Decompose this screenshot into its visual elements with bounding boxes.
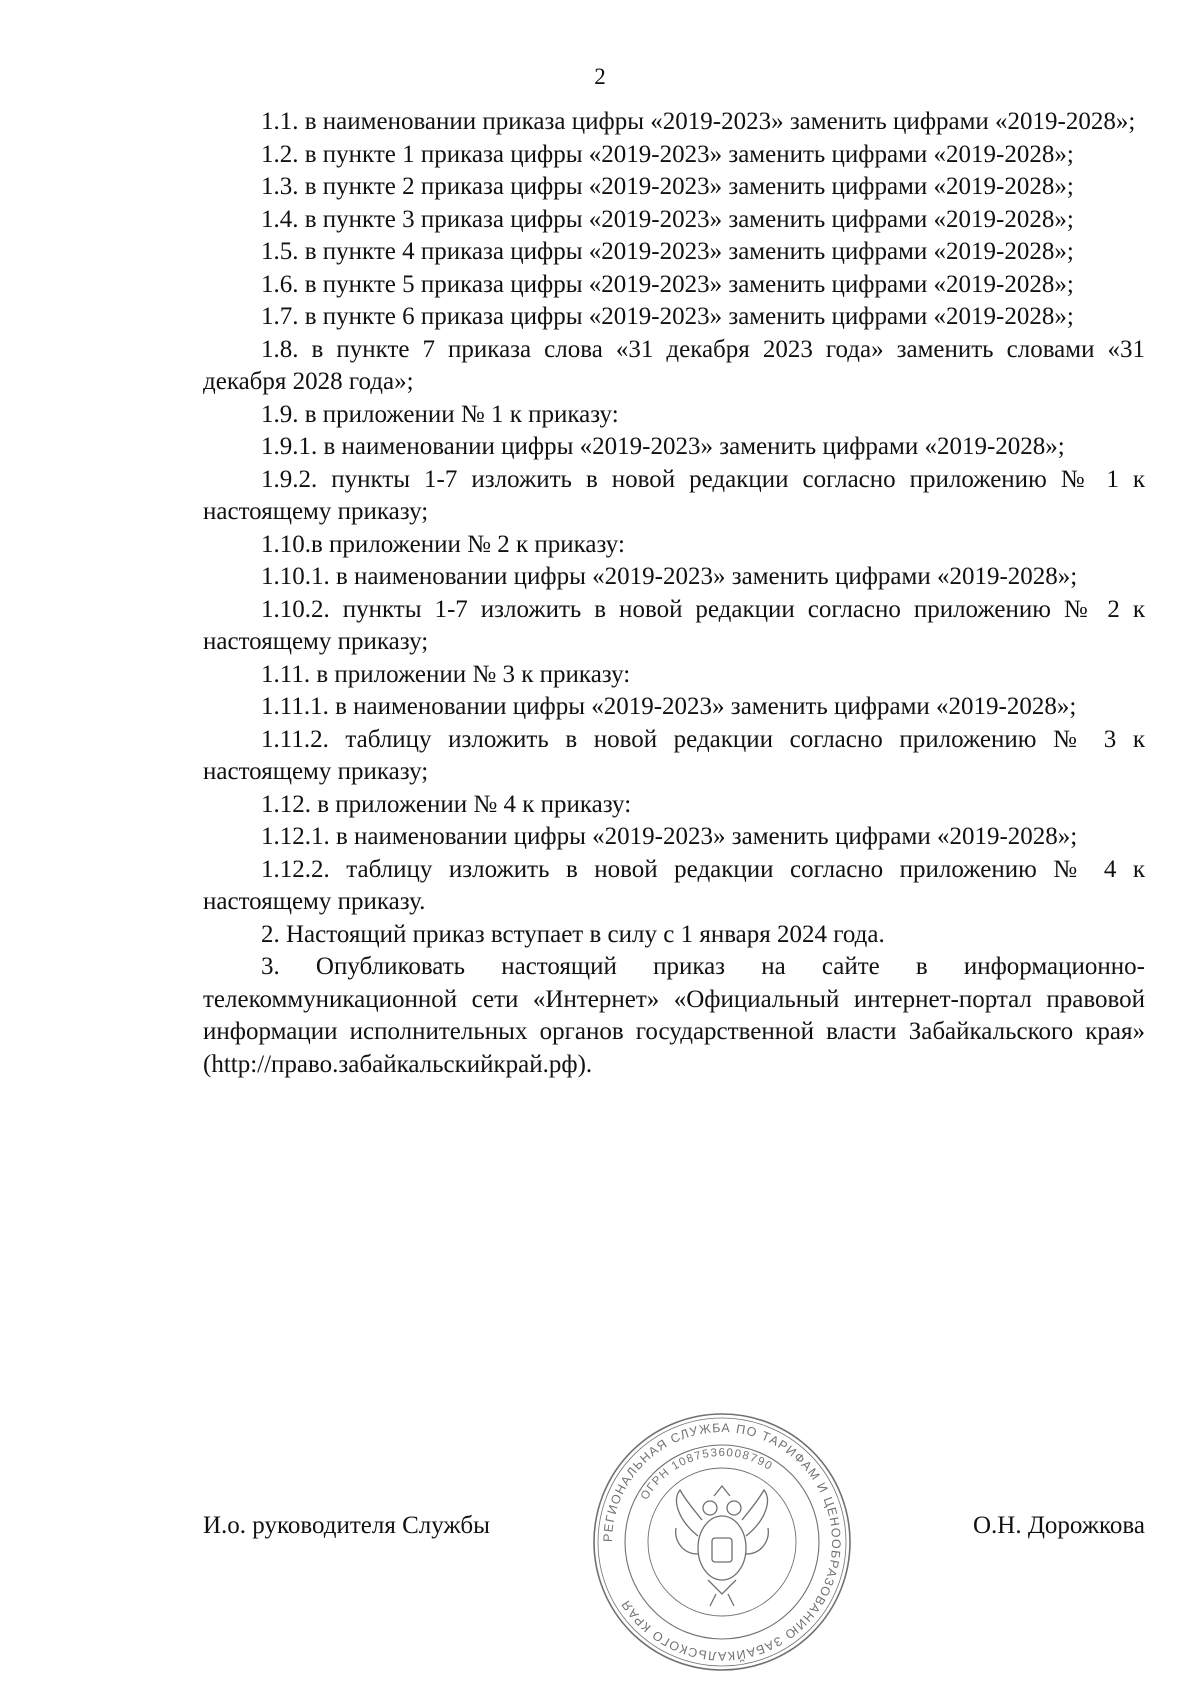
paragraph-1-5: 1.5. в пункте 4 приказа цифры «2019-2023» заменить цифрами «2019-2028»; bbox=[261, 238, 1074, 265]
paragraph-1-1: 1.1. в наименовании приказа цифры «2019-2023» заменить цифрами «2019-2028»; bbox=[261, 108, 1136, 135]
paragraph-1-9: 1.9. в приложении № 1 к приказу: bbox=[261, 400, 619, 428]
paragraph-1-12-1: 1.12.1. в наименовании цифры «2019-2023» заменить цифрами «2019-2028»; bbox=[261, 823, 1078, 850]
paragraph-1-12-2: 1.12.2. таблицу изложить в новой редакции согласно приложению № 4 к настоящему приказу. bbox=[203, 855, 1145, 915]
signatory-position: И.о. руководителя Службы bbox=[203, 1512, 490, 1539]
paragraph-1-10-2: 1.10.2. пункты 1-7 изложить в новой редакции согласно приложению № 2 к настоящему приказу; bbox=[203, 595, 1145, 655]
paragraph-1-10-1: 1.10.1. в наименовании цифры «2019-2023» заменить цифрами «2019-2028»; bbox=[261, 563, 1078, 590]
paragraph-1-9-1: 1.9.1. в наименовании цифры «2019-2023» заменить цифрами «2019-2028»; bbox=[261, 433, 1065, 460]
paragraph-1-10: 1.10.в приложении № 2 к приказу: bbox=[261, 530, 625, 558]
paragraph-1-2: 1.2. в пункте 1 приказа цифры «2019-2023» заменить цифрами «2019-2028»; bbox=[261, 140, 1074, 168]
paragraph-1-11-1: 1.11.1. в наименовании цифры «2019-2023» заменить цифрами «2019-2028»; bbox=[261, 693, 1077, 720]
order-body bbox=[203, 106, 1145, 1081]
paragraph-1-6: 1.6. в пункте 5 приказа цифры «2019-2023» заменить цифрами «2019-2028»; bbox=[261, 270, 1074, 298]
seal-inner-text: ОГРН 1087536008790 bbox=[638, 1446, 775, 1503]
page-number: 2 bbox=[594, 64, 606, 89]
official-seal-icon bbox=[588, 1408, 856, 1676]
paragraph-3: 3. Опубликовать настоящий приказ на сайте в информационно-телекоммуникационной сети «Интернет» «Официальный интернет-портал правовой информации исполнительных органов государственной власти Забайкальского края» (http://право.забайкальскийкрай.рф). bbox=[203, 953, 1145, 1078]
paragraph-2: 2. Настоящий приказ вступает в силу с 1 января 2024 года. bbox=[261, 920, 885, 948]
paragraph-1-11-2: 1.11.2. таблицу изложить в новой редакции согласно приложению № 3 к настоящему приказу; bbox=[203, 725, 1145, 785]
paragraph-1-7: 1.7. в пункте 6 приказа цифры «2019-2023» заменить цифрами «2019-2028»; bbox=[261, 303, 1074, 330]
paragraph-1-11: 1.11. в приложении № 3 к приказу: bbox=[261, 660, 631, 688]
paragraph-1-4: 1.4. в пункте 3 приказа цифры «2019-2023» заменить цифрами «2019-2028»; bbox=[261, 205, 1074, 233]
paragraph-1-8: 1.8. в пункте 7 приказа слова «31 декабря 2023 года» заменить словами «31 декабря 2028 года»; bbox=[203, 335, 1145, 395]
paragraph-1-12: 1.12. в приложении № 4 к приказу: bbox=[261, 790, 632, 818]
paragraph-1-9-2: 1.9.2. пункты 1-7 изложить в новой редакции согласно приложению № 1 к настоящему приказу; bbox=[203, 465, 1145, 525]
seal-outer-text: РЕГИОНАЛЬНАЯ СЛУЖБА ПО ТАРИФАМ И ЦЕНООБРАЗОВАНИЮ ЗАБАЙКАЛЬСКОГО КРАЯ bbox=[600, 1420, 844, 1664]
signatory-name: О.Н. Дорожкова bbox=[972, 1512, 1145, 1539]
paragraph-1-3: 1.3. в пункте 2 приказа цифры «2019-2023» заменить цифрами «2019-2028»; bbox=[261, 173, 1074, 200]
